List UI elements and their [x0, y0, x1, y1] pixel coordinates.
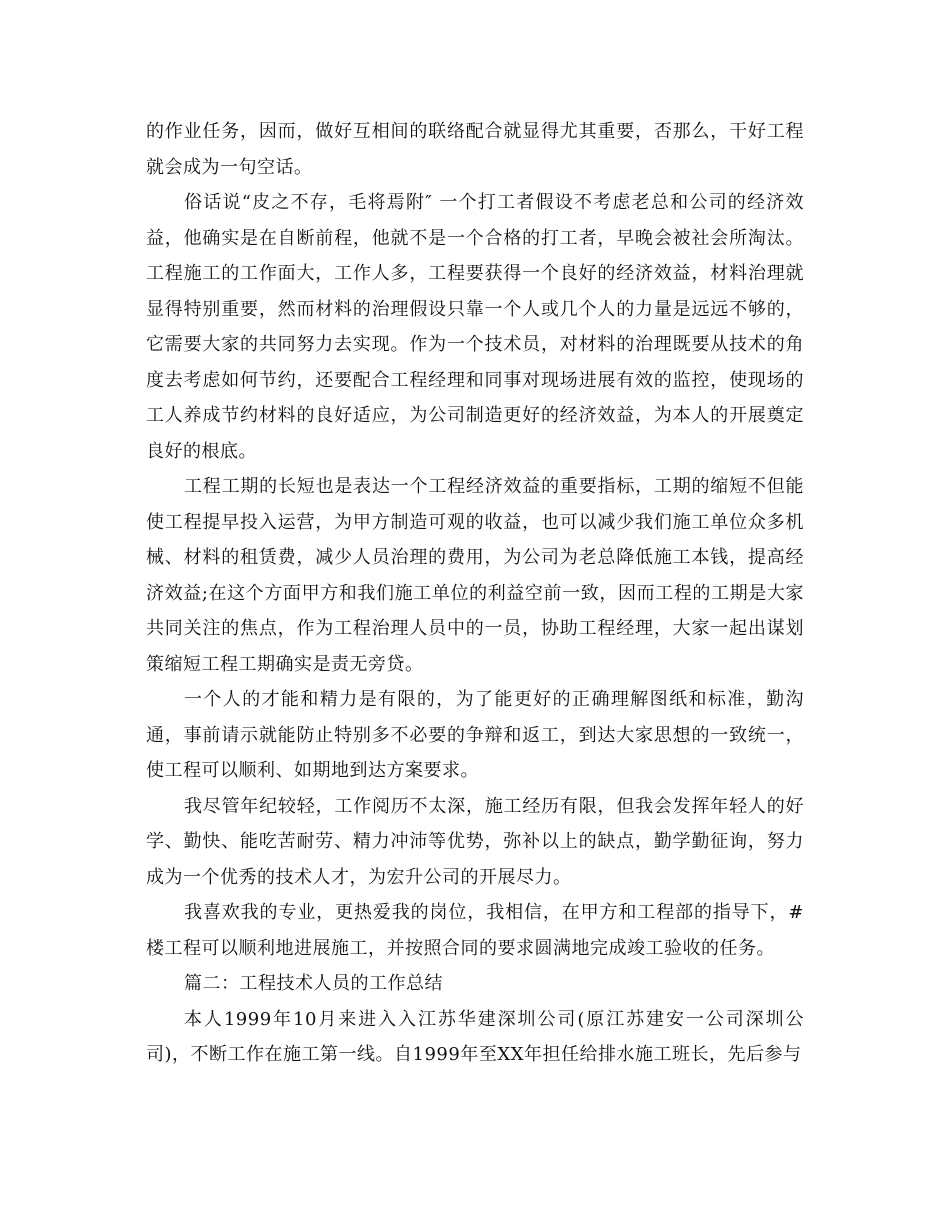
paragraph-3: 工程工期的长短也是表达一个工程经济效益的重要指标，工期的缩短不但能使工程提早投入运营，为甲方制造可观的收益，也可以减少我们施工单位众多机械、材料的租赁费，减少人员治理的费用，为公司为老总降低施工本钱，提高经济效益;在这个方面甲方和我们施工单位的利益空前一致，因而工程的工期是大家共同关注的焦点，作为工程治理人员中的一员，协助工程经理，大家一起出谋划策缩短工程工期确实是责无旁贷。: [146, 476, 804, 675]
paragraph-7: 本人1999年10月来进入入江苏华建深圳公司(原江苏建安一公司深圳公司)，不断工作在施工第一线。自1999年至XX年担任给排水施工班长，先后参与: [146, 1008, 804, 1065]
paragraph-6: 我喜欢我的专业，更热爱我的岗位，我相信，在甲方和工程部的指导下，#楼工程可以顺利地进展施工，并按照合同的要求圆满地完成竣工验收的任务。: [146, 902, 804, 959]
section-heading: 篇二：工程技术人员的工作总结: [184, 973, 443, 994]
paragraph-1: 的作业任务，因而，做好互相间的联络配合就显得尤其重要，否那么，干好工程就会成为一句空话。: [146, 121, 804, 178]
paragraph-2: 俗话说“皮之不存，毛将焉附″ 一个打工者假设不考虑老总和公司的经济效益，他确实是在自断前程，他就不是一个合格的打工者，早晚会被社会所淘汰。工程施工的工作面大，工作人多，工程要获得一个良好的经济效益，材料治理就显得特别重要，然而材料的治理假设只靠一个人或几个人的力量是远远不够的，它需要大家的共同努力去实现。作为一个技术员，对材料的治理既要从技术的角度去考虑如何节约，还要配合工程经理和同事对现场进展有效的监控，使现场的工人养成节约材料的良好适应，为公司制造更好的经济效益，为本人的开展奠定良好的根底。: [146, 192, 804, 462]
paragraph-5: 我尽管年纪较轻，工作阅历不太深，施工经历有限，但我会发挥年轻人的好学、勤快、能吃苦耐劳、精力冲沛等优势，弥补以上的缺点，勤学勤征询，努力成为一个优秀的技术人才，为宏升公司的开展尽力。: [146, 795, 804, 888]
paragraph-4: 一个人的才能和精力是有限的，为了能更好的正确理解图纸和标准，勤沟通，事前请示就能防止特别多不必要的争辩和返工，到达大家思想的一致统一，使工程可以顺利、如期地到达方案要求。: [146, 689, 804, 781]
document-page: [146, 114, 804, 1073]
